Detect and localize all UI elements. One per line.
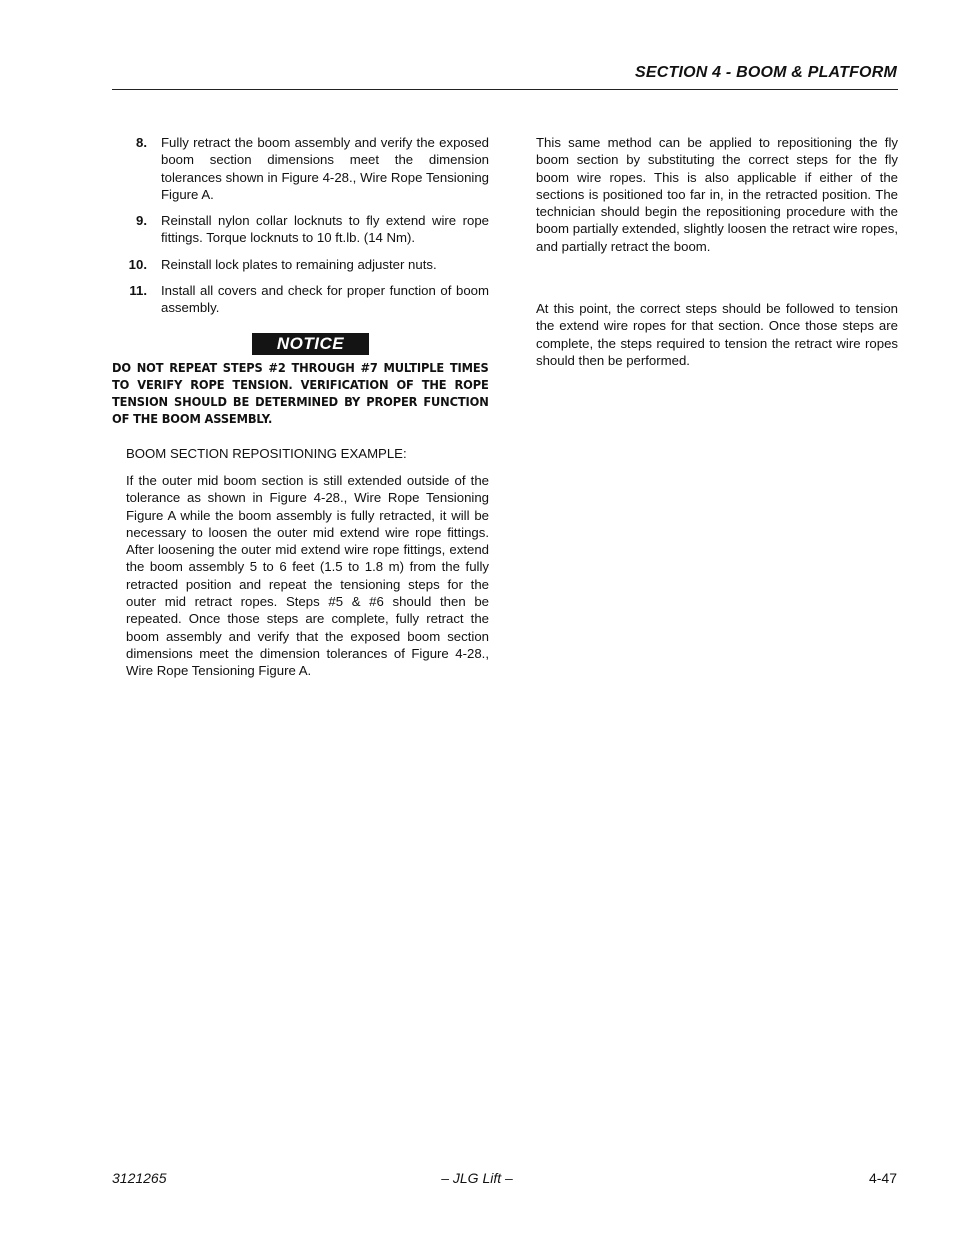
notice-text: DO NOT REPEAT STEPS #2 THROUGH #7 MULTIPLE TIMES TO VERIFY ROPE TENSION. VERIFICATION OF THE ROPE TENSION SHOULD BE DETERMINED BY PROPER FUNCTION OF THE BOOM ASSEMBLY. [112, 360, 489, 426]
right-column [536, 134, 898, 369]
step-item [112, 134, 489, 203]
step-text: Reinstall nylon collar locknuts to fly extend wire rope fittings. Torque locknuts to 10 ft.lb. (14 Nm). [161, 213, 489, 246]
left-column [112, 134, 489, 680]
right-paragraph-1: This same method can be applied to repositioning the fly boom section by substituting the correct steps for the fly boom wire ropes. This is also applicable if either of the sections is positioned too far in, in the retracted position. The technician should begin the repositioning procedure with the boom partially extended, slightly loosen the retract wire ropes, and partially retract the boom. [536, 135, 898, 254]
notice-box [112, 333, 489, 355]
example-body: If the outer mid boom section is still extended outside of the tolerance as shown in Figure 4-28., Wire Rope Tensioning Figure A while the boom assembly is fully retracted, it will be necessary to loosen the outer mid extend wire rope fittings. After loosening the outer mid extend wire rope fittings, extend the boom assembly 5 to 6 feet (1.5 to 1.8 m) from the fully retracted position and repeat the tensioning steps for the outer mid retract ropes. Steps #5 & #6 should then be repeated. Once those steps are complete, fully retract the boom assembly and verify that the exposed boom section dimensions meet the dimension tolerances of Figure 4-28., Wire Rope Tensioning Figure A. [126, 472, 489, 679]
step-number: 10. [128, 256, 147, 272]
step-text: Reinstall lock plates to remaining adjuster nuts. [161, 256, 437, 272]
step-item [112, 212, 489, 247]
footer-brand: – JLG Lift – [441, 1170, 513, 1186]
header-divider [112, 89, 898, 90]
section-header-title: SECTION 4 - BOOM & PLATFORM [635, 64, 897, 81]
example-heading: BOOM SECTION REPOSITIONING EXAMPLE: [126, 445, 407, 461]
right-paragraph-2: At this point, the correct steps should be followed to tension the extend wire ropes for that section. Once those steps are complete, the steps required to tension the retract wire ropes should then be performed. [536, 301, 898, 368]
step-number: 11. [129, 283, 147, 299]
footer-page-number: 4-47 [868, 1170, 897, 1186]
step-number: 8. [136, 135, 147, 150]
step-item [112, 256, 489, 273]
footer-doc-number: 3121265 [112, 1170, 167, 1186]
notice-badge: NOTICE [252, 333, 369, 355]
step-number: 9. [136, 213, 147, 229]
step-text: Fully retract the boom assembly and verify the exposed boom section dimensions meet the dimension tolerances shown in Figure 4-28., Wire Rope Tensioning Figure A. [161, 135, 489, 202]
step-item [112, 282, 489, 317]
step-text: Install all covers and check for proper function of boom assembly. [161, 283, 489, 316]
